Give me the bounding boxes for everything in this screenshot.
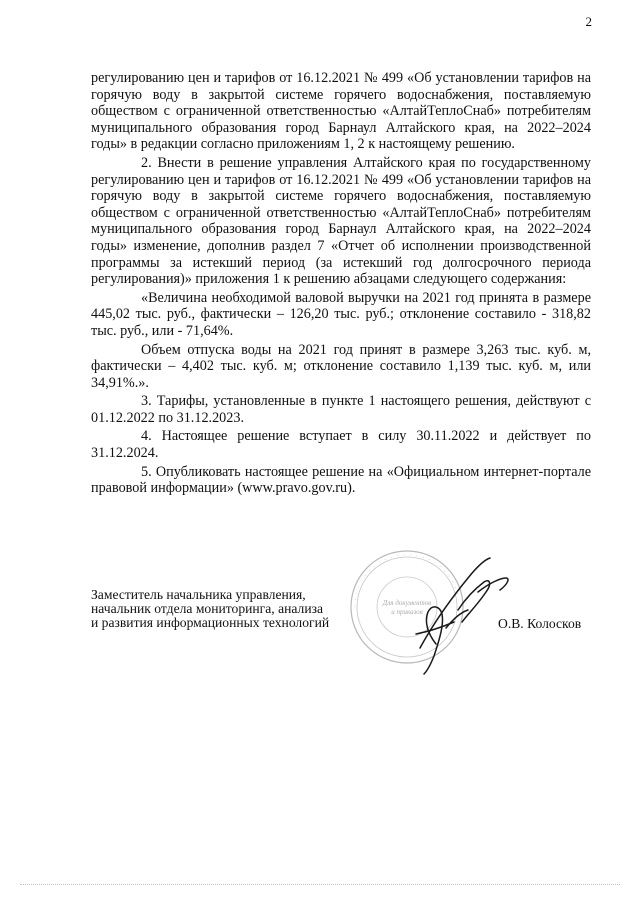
page-number: 2 [585,14,592,29]
paragraph-continuation: регулированию цен и тарифов от 16.12.2021 № 499 «Об установлении тарифов на горячую воду в закрытой системе горячего водоснабжения, поставляемую обществом с ограниченной ответственностью «АлтайТеплоСнаб» потребителям муниципального образования город Барнаул Алтайского края, на 2022–2024 годы» в редакции согласно приложениям 1, 2 к настоящему решению. [91,70,591,153]
svg-text:· · · · · · · · · · · · · · ·: · · · · · · · · · · · · · · · · · · · · · · · · · [351,551,462,608]
document-body [91,70,591,497]
seal-inner-line-1: Для документов [382,599,432,607]
paragraph-quote-water-volume: Объем отпуска воды на 2021 год принят в размере 3,263 тыс. куб. м, фактически – 4,402 тыс. куб. м; отклонение составило 1,139 тыс. куб. м, или 34,91%.». [91,341,591,391]
handwritten-signature [380,548,520,678]
position-line-1: Заместитель начальника управления, [91,587,306,602]
paragraph-item-3: 3. Тарифы, установленные в пункте 1 настоящего решения, действуют с 01.12.2022 по 31.12.2023. [91,393,591,426]
seal-inner-line-2: и приказов [391,608,423,616]
page-bottom-edge-divider [20,884,620,885]
signatory-position [91,588,329,631]
paragraph-item-4: 4. Настоящее решение вступает в силу 30.11.2022 и действует по 31.12.2024. [91,428,591,462]
paragraph-quote-revenue: «Величина необходимой валовой выручки на 2021 год принята в размере 445,02 тыс. руб., фактически – 126,20 тыс. руб.; отклонение составило - 318,82 тыс. руб., или - 71,64%. [91,289,591,339]
paragraph-item-2: 2. Внести в решение управления Алтайского края по государственному регулированию цен и тарифов от 16.12.2021 № 499 «Об установлении тарифов на горячую воду в закрытой системе горячего водоснабжения, поставляемую обществом с ограниченной ответственностью «АлтайТеплоСнаб» потребителям муниципального образования город Барнаул Алтайского края, на 2022–2024 годы» изменение, дополнив раздел 7 «Отчет об исполнении производственной программы за истекший период (за истекший год долгосрочного периода регулирования)» приложения 1 к решению абзацами следующего содержания: [91,154,591,288]
position-line-2: начальник отдела мониторинга, анализа [91,601,324,617]
paragraph-item-5: 5. Опубликовать настоящее решение на «Официальном интернет-портале правовой информации» (www.pravo.gov.ru). [91,463,591,497]
position-line-3: и развития информационных технологий [91,615,330,631]
signatory-name: О.В. Колосков [498,616,582,631]
